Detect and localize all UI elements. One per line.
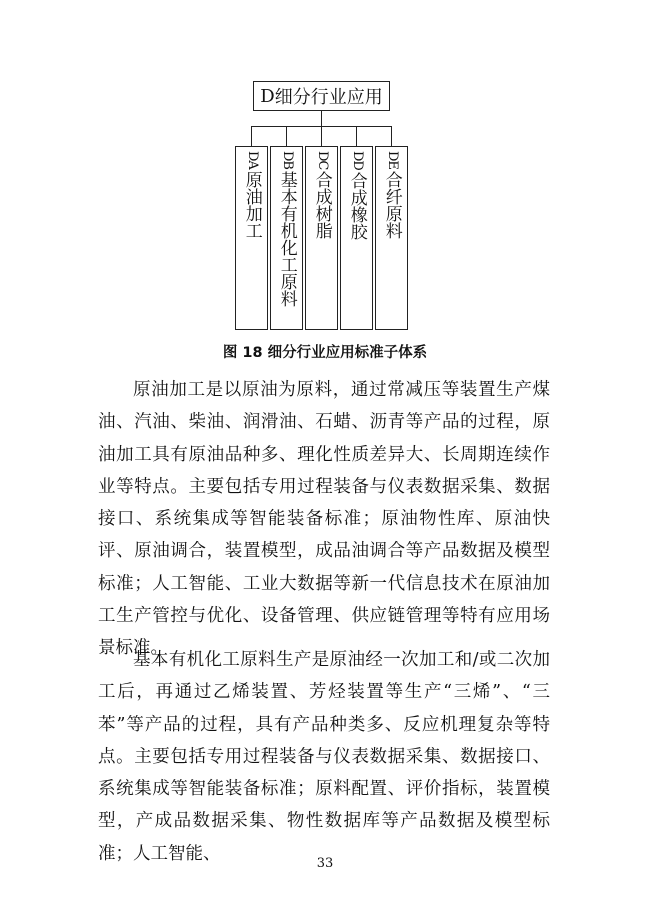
standard-subsystem-diagram — [0, 0, 650, 345]
connector-drop — [286, 126, 287, 146]
diagram-child-node — [375, 146, 408, 330]
figure-caption: 图 18 细分行业应用标准子体系 — [222, 345, 428, 361]
diagram-root-node — [253, 81, 390, 111]
connector-trunk — [321, 111, 322, 127]
connector-drop — [356, 126, 357, 146]
child-node-code: DD — [349, 151, 365, 170]
body-paragraph: 原油加工是以原油为原料，通过常减压等装置生产煤油、汽油、柴油、润滑油、石蜡、沥青等产品的过程，原油加工具有原油品种多、理化性质差异大、长周期连续作业等特点。主要包括专用过程装备与仪表数据采集、数据接口、系统集成等智能装备标准；原油物性库、原油快评、原油调合，装置模型，成品油调合等产品数据及模型标准；人工智能、工业大数据等新一代信息技术在原油加工生产管控与优化、设备管理、供应链管理等特有应用场景标准。 — [98, 380, 550, 659]
diagram-child-node — [235, 146, 268, 330]
root-node-code: D — [260, 85, 275, 107]
connector-drop — [321, 126, 322, 146]
child-node-label: 原油加工 — [241, 170, 262, 239]
child-node-label: 合成橡胶 — [346, 171, 367, 240]
connector-drop — [251, 126, 252, 146]
child-node-code: DC — [314, 151, 330, 170]
child-node-code: DA — [244, 151, 260, 169]
child-node-code: DB — [279, 151, 295, 169]
child-node-label: 合成树脂 — [311, 171, 332, 240]
page-number: 33 — [316, 856, 334, 871]
child-node-label: 合纤原料 — [381, 170, 402, 239]
diagram-child-node — [270, 146, 303, 330]
child-node-code: DE — [384, 151, 400, 169]
child-node-label: 基本有机化工原料 — [276, 170, 297, 307]
root-node-label: 细分行业应用 — [274, 87, 383, 108]
diagram-child-node — [305, 146, 338, 330]
diagram-child-node — [340, 146, 373, 330]
connector-drop — [391, 126, 392, 146]
body-paragraph: 基本有机化工原料生产是原油经一次加工和/或二次加工后，再通过乙烯装置、芳烃装置等生产“三烯”、“三苯”等产品的过程，具有产品种类多、反应机理复杂等特点。主要包括专用过程装备与仪表数据采集、数据接口、系统集成等智能装备标准；原料配置、评价指标，装置模型，产成品数据采集、物性数据库等产品数据及模型标准；人工智能、 — [98, 650, 550, 864]
